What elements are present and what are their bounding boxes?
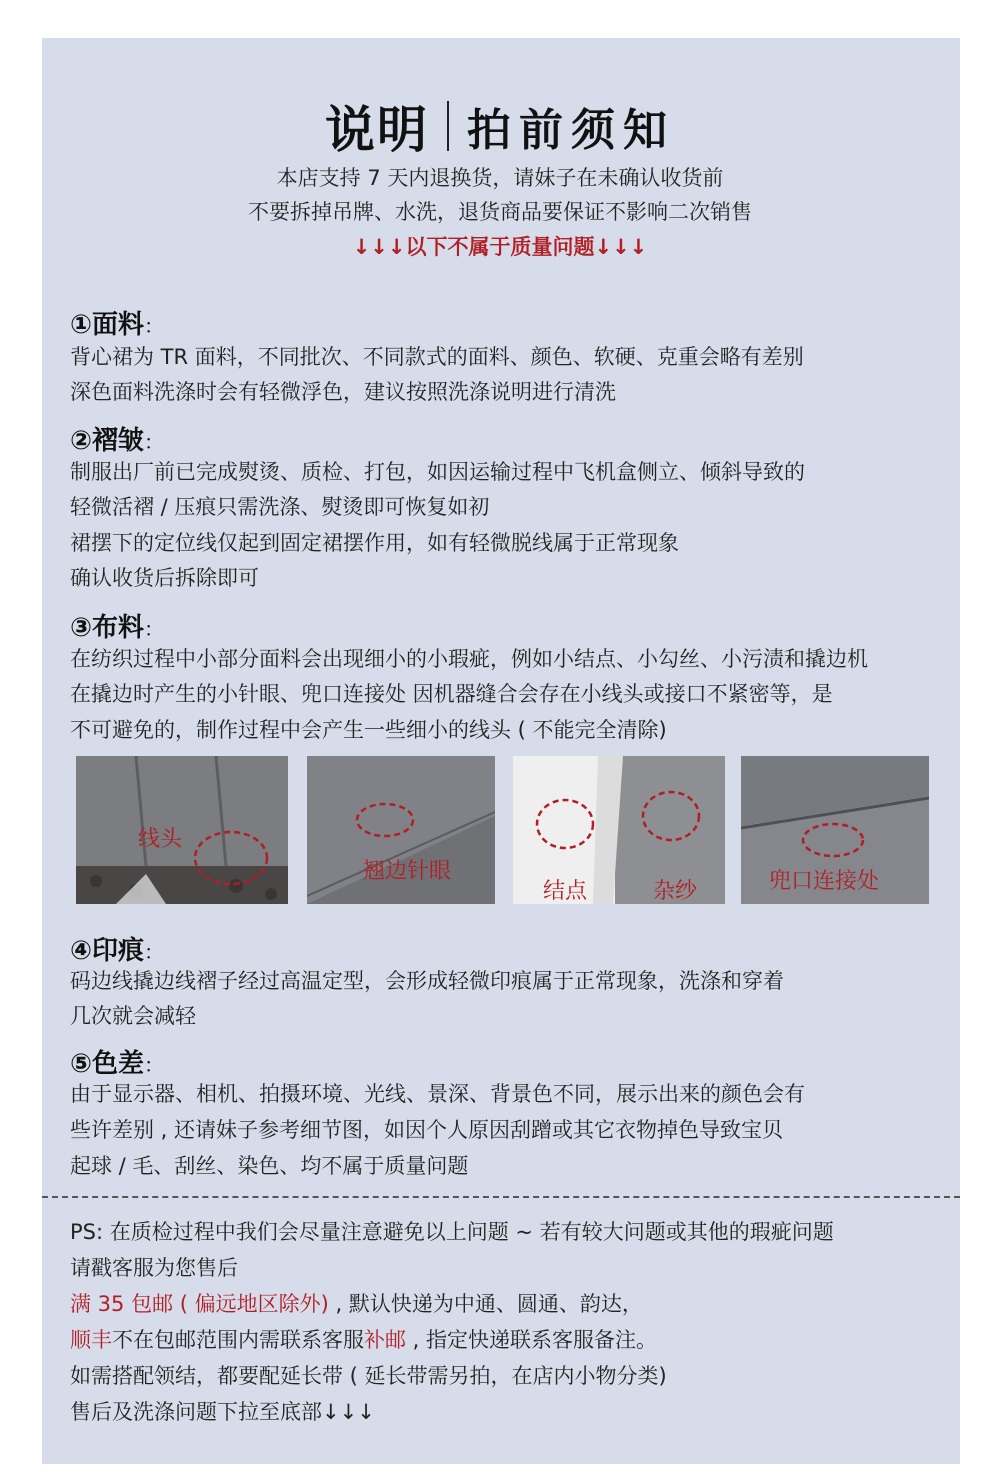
section-line: 制服出厂前已完成熨烫、质检、打包，如因运输过程中飞机盒侧立、倾斜导致的 bbox=[70, 460, 805, 484]
section-heading-fabric bbox=[70, 304, 164, 341]
page-title bbox=[0, 90, 1000, 162]
section-line: 确认收货后拆除即可 bbox=[70, 566, 259, 590]
section-line: 几次就会减轻 bbox=[70, 1004, 196, 1028]
section-heading-cloth bbox=[70, 607, 164, 644]
photo-knots-slubs bbox=[513, 756, 725, 904]
section-heading-colon: ： bbox=[144, 617, 165, 641]
photo-caption: 线头 bbox=[138, 827, 183, 852]
photo-caption: 杂纱 bbox=[653, 879, 698, 904]
title-divider bbox=[447, 101, 449, 151]
section-heading-text: ⑤色差 bbox=[70, 1049, 145, 1079]
free-shipping-note: 满 35 包邮 ( 偏远地区除外) bbox=[70, 1292, 329, 1316]
sf-express-note: 顺丰 bbox=[70, 1328, 112, 1352]
section-line: 在撬边时产生的小针眼、兜口连接处 因机器缝合会存在小线头或接口不紧密等，是 bbox=[70, 682, 833, 706]
title-right: 拍前须知 bbox=[467, 105, 675, 156]
section-heading-color-difference bbox=[70, 1043, 164, 1080]
section-heading-colon: ： bbox=[144, 314, 165, 338]
intro-notice: ↓↓↓以下不属于质量问题↓↓↓ bbox=[352, 235, 648, 259]
section-line: 轻微活褶 / 压痕只需洗涤、熨烫即可恢复如初 bbox=[70, 495, 490, 519]
ps-line-4 bbox=[70, 1324, 657, 1354]
section-heading-text: ②褶皱 bbox=[70, 426, 145, 456]
intro-line-2: 不要拆掉吊牌、水洗，退货商品要保证不影响二次销售 bbox=[248, 200, 752, 224]
extra-postage-note: 补邮 bbox=[364, 1328, 406, 1352]
ps-line-3-rest: , 默认快递为中通、圆通、韵达， bbox=[328, 1292, 643, 1316]
photo-pinholes bbox=[307, 756, 495, 904]
title-left: 说明 bbox=[325, 101, 429, 159]
intro-line-1: 本店支持 7 天内退换货，请妹子在未确认收货前 bbox=[276, 166, 724, 190]
section-heading-text: ④印痕 bbox=[70, 936, 145, 966]
section-heading-wrinkles bbox=[70, 420, 164, 457]
ps-line-2: 请戳客服为您售后 bbox=[70, 1256, 238, 1280]
ps-line-5: 如需搭配领结，都要配延长带 ( 延长带需另拍，在店内小物分类) bbox=[70, 1364, 667, 1388]
photo-pocket-seam bbox=[741, 756, 929, 904]
section-heading-marks bbox=[70, 930, 164, 967]
ps-line-1: PS: 在质检过程中我们会尽量注意避免以上问题 ~ 若有较大问题或其他的瑕疵问题 bbox=[70, 1220, 834, 1244]
photo-caption: 兜口连接处 bbox=[769, 869, 880, 894]
section-heading-colon: ： bbox=[144, 1053, 165, 1077]
ps-line-4-mid: 不在包邮范围内需联系客服 bbox=[112, 1328, 364, 1352]
section-line: 些许差别 , 还请妹子参考细节图，如因个人原因刮蹭或其它衣物掉色导致宝贝 bbox=[70, 1118, 784, 1142]
section-line: 不可避免的，制作过程中会产生一些细小的线头 ( 不能完全清除) bbox=[70, 718, 667, 742]
section-line: 由于显示器、相机、拍摄环境、光线、景深、背景色不同，展示出来的颜色会有 bbox=[70, 1082, 805, 1106]
section-line: 深色面料洗涤时会有轻微浮色，建议按照洗涤说明进行清洗 bbox=[70, 380, 616, 404]
section-line: 码边线撬边线褶子经过高温定型，会形成轻微印痕属于正常现象，洗涤和穿着 bbox=[70, 969, 784, 993]
section-line: 裙摆下的定位线仅起到固定裙摆作用，如有轻微脱线属于正常现象 bbox=[70, 531, 679, 555]
photo-caption: 结点 bbox=[543, 879, 588, 904]
photo-caption: 翘边针眼 bbox=[363, 859, 452, 884]
ps-line-6: 售后及洗涤问题下拉至底部↓↓↓ bbox=[70, 1400, 375, 1424]
section-line: 在纺织过程中小部分面料会出现细小的小瑕疵，例如小结点、小勾丝、小污渍和撬边机 bbox=[70, 647, 868, 671]
photo-loose-thread bbox=[76, 756, 288, 904]
section-line: 起球 / 毛、刮丝、染色、均不属于质量问题 bbox=[70, 1154, 469, 1178]
section-heading-colon: ： bbox=[144, 430, 165, 454]
section-heading-colon: ： bbox=[144, 940, 165, 964]
ps-line-4-rest: , 指定快递联系客服备注。 bbox=[406, 1328, 658, 1352]
dashed-divider bbox=[42, 1196, 960, 1198]
section-line: 背心裙为 TR 面料，不同批次、不同款式的面料、颜色、软硬、克重会略有差别 bbox=[70, 345, 804, 369]
section-heading-text: ①面料 bbox=[70, 310, 145, 340]
section-heading-text: ③布料 bbox=[70, 613, 145, 643]
ps-line-3 bbox=[70, 1288, 643, 1318]
